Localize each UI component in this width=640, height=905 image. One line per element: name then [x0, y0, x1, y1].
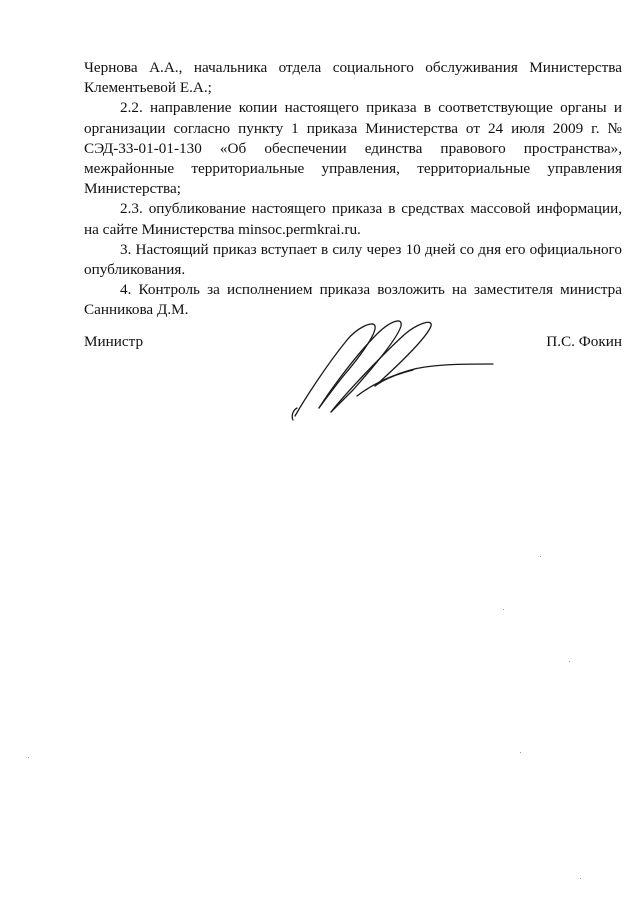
handwritten-signature [285, 312, 505, 424]
scan-speck [540, 556, 541, 557]
paragraph-4: 4. Контроль за исполнением приказа возложить на заместителя министра Санникова Д.М. [84, 281, 622, 319]
paragraph-2-2: 2.2. направление копии настоящего приказа в соответствующие органы и организации согласно пункту 1 приказа Министерства от 24 июля 2009 г. № СЭД-33-01-01-130 «Об обеспечении единства правового пространства», межрайонные территориальные управления, территориальные управления Министерства; [84, 99, 622, 198]
paragraph-2-3: 2.3. опубликование настоящего приказа в средствах массовой информации, на сайте Министерства minsoc.permkrai.ru. [84, 200, 622, 238]
paragraph-3: 3. Настоящий приказ вступает в силу через 10 дней со дня его официального опубликования. [84, 240, 622, 279]
scan-speck [28, 757, 29, 758]
signatory-name: П.С. Фокин [546, 333, 622, 350]
scan-speck [503, 609, 504, 610]
document-body [84, 58, 622, 321]
scan-speck [520, 752, 521, 753]
scan-speck [580, 878, 581, 879]
signatory-title: Министр [84, 333, 144, 350]
paragraph-1-continuation: Чернова А.А., начальника отдела социального обслуживания Министерства Клементьевой Е.А.; [84, 59, 622, 97]
scan-speck [569, 661, 570, 662]
